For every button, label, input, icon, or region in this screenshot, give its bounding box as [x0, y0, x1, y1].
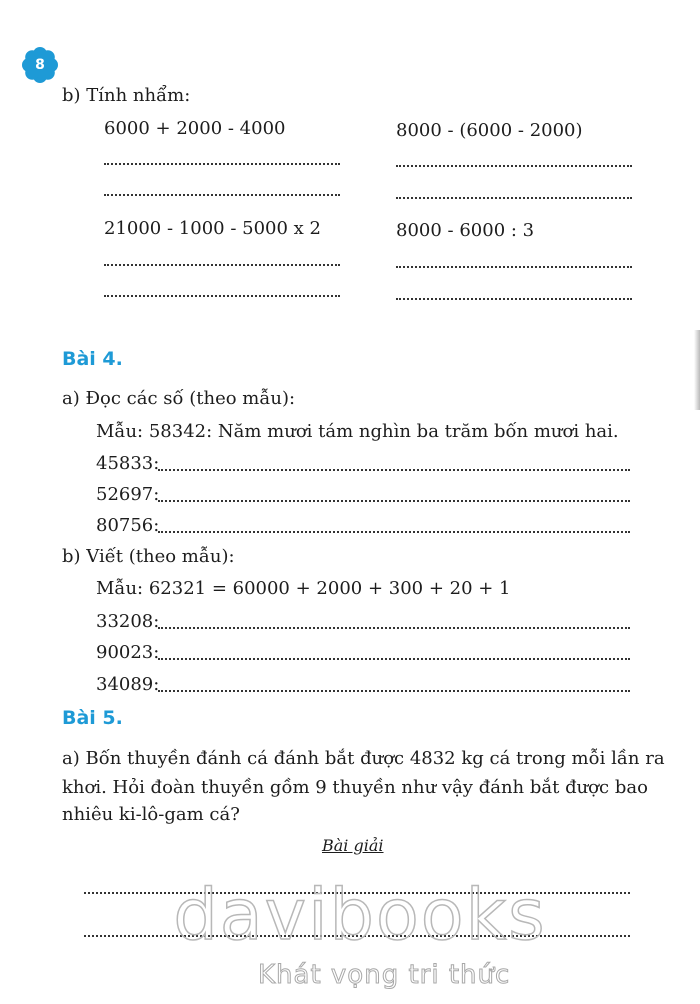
- solution-label: Bài giải: [322, 836, 384, 855]
- page-number-badge: [22, 47, 58, 83]
- expression-3: 21000 - 1000 - 5000 x 2: [104, 218, 321, 239]
- answer-line[interactable]: [396, 298, 632, 300]
- expression-4: 8000 - 6000 : 3: [396, 220, 535, 241]
- expression-2: 8000 - (6000 - 2000): [396, 120, 583, 141]
- watermark-tagline: Khát vọng tri thức: [258, 960, 511, 990]
- bai4-part-a-label: a) Đọc các số (theo mẫu):: [62, 388, 296, 409]
- bai4-heading: Bài 4.: [62, 348, 123, 370]
- expression-1: 6000 + 2000 - 4000: [104, 118, 286, 139]
- bai4-part-a-example: Mẫu: 58342: Năm mươi tám nghìn ba trăm bốn mươi hai.: [96, 421, 619, 442]
- bai4-part-b-example: Mẫu: 62321 = 60000 + 2000 + 300 + 20 + 1: [96, 578, 511, 599]
- answer-line[interactable]: [158, 500, 630, 502]
- answer-line[interactable]: [158, 531, 630, 533]
- answer-line[interactable]: [158, 690, 630, 692]
- write-item-label: 33208:: [96, 611, 160, 632]
- read-item-label: 80756:: [96, 515, 160, 536]
- watermark-brand: davibooks: [173, 874, 547, 956]
- answer-line[interactable]: [158, 658, 630, 660]
- answer-line[interactable]: [158, 469, 630, 471]
- answer-line[interactable]: [396, 266, 632, 268]
- answer-line[interactable]: [104, 163, 340, 165]
- bai5-problem-line: khơi. Hỏi đoàn thuyền gồm 9 thuyền như vậy đánh bắt được bao: [62, 777, 648, 798]
- write-item-label: 90023:: [96, 642, 160, 663]
- write-item-label: 34089:: [96, 674, 160, 695]
- bai4-part-b-label: b) Viết (theo mẫu):: [62, 546, 235, 567]
- bai5-problem-line: nhiêu ki-lô-gam cá?: [62, 804, 240, 825]
- read-item-label: 52697:: [96, 484, 160, 505]
- page-number: 8: [35, 57, 45, 73]
- read-item-label: 45833:: [96, 453, 160, 474]
- answer-line[interactable]: [396, 165, 632, 167]
- answer-line[interactable]: [104, 264, 340, 266]
- bai5-problem-line: a) Bốn thuyền đánh cá đánh bắt được 4832 kg cá trong mỗi lần ra: [62, 748, 665, 769]
- answer-line[interactable]: [158, 627, 630, 629]
- mental-math-label: b) Tính nhẩm:: [62, 85, 191, 106]
- answer-line[interactable]: [104, 295, 340, 297]
- bai5-heading: Bài 5.: [62, 707, 123, 729]
- answer-line[interactable]: [396, 197, 632, 199]
- page-edge-shadow: [694, 330, 700, 410]
- answer-line[interactable]: [104, 194, 340, 196]
